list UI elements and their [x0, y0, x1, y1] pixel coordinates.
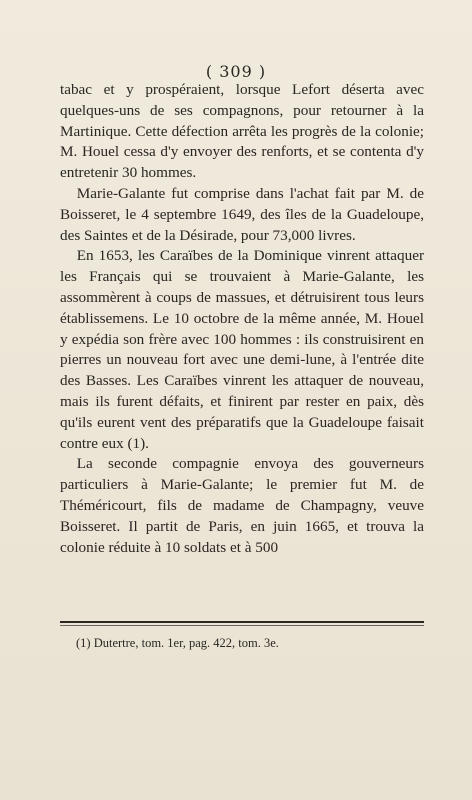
paragraph-2: Marie-Galante fut comprise dans l'achat fait par M. de Boisseret, le 4 septembre 1649, des îles de la Guadeloupe, des Saintes et de la Désirade, pour 73,000 livres.	[60, 184, 424, 244]
footnote-divider-thin	[60, 625, 424, 626]
footnote: (1) Dutertre, tom. 1er, pag. 422, tom. 3e.	[76, 636, 279, 650]
body-text	[60, 80, 424, 558]
paragraph-1: tabac et y prospéraient, lorsque Lefort déserta avec quelques-uns de ses compagnons, pour retourner à la Martinique. Cette défection arrêta les progrès de la colonie; M. Houel cessa d'y envoyer des renforts, et se contenta d'y entretenir 30 hommes.	[60, 81, 424, 182]
paragraph-4: La seconde compagnie envoya des gouverneurs particuliers à Marie-Galante; le premier fut M. de Théméricourt, fils de madame de Champagny, veuve Boisseret. Il partit de Paris, en juin 1665, et trouva la colonie réduite à 10 soldats et à 500	[60, 455, 424, 556]
page-number: ( 309 )	[205, 62, 267, 81]
paragraph-3: En 1653, les Caraïbes de la Dominique vinrent attaquer les Français qui se trouvaient à Marie-Galante, les assommèrent à coups de massues, et détruisirent tous leurs établissemens. Le 10 octobre de la même année, M. Houel y expédia son frère avec 100 hommes : ils construisirent en pierres un nouveau fort avec une demi-lune, à l'entrée dite des Basses. Les Caraïbes vinrent les attaquer de nouveau, mais ils furent défaits, et finirent par rester en paix, dès qu'ils eurent vent des préparatifs que la Guadeloupe faisait contre eux (1).	[60, 247, 424, 452]
footnote-divider	[60, 621, 424, 623]
